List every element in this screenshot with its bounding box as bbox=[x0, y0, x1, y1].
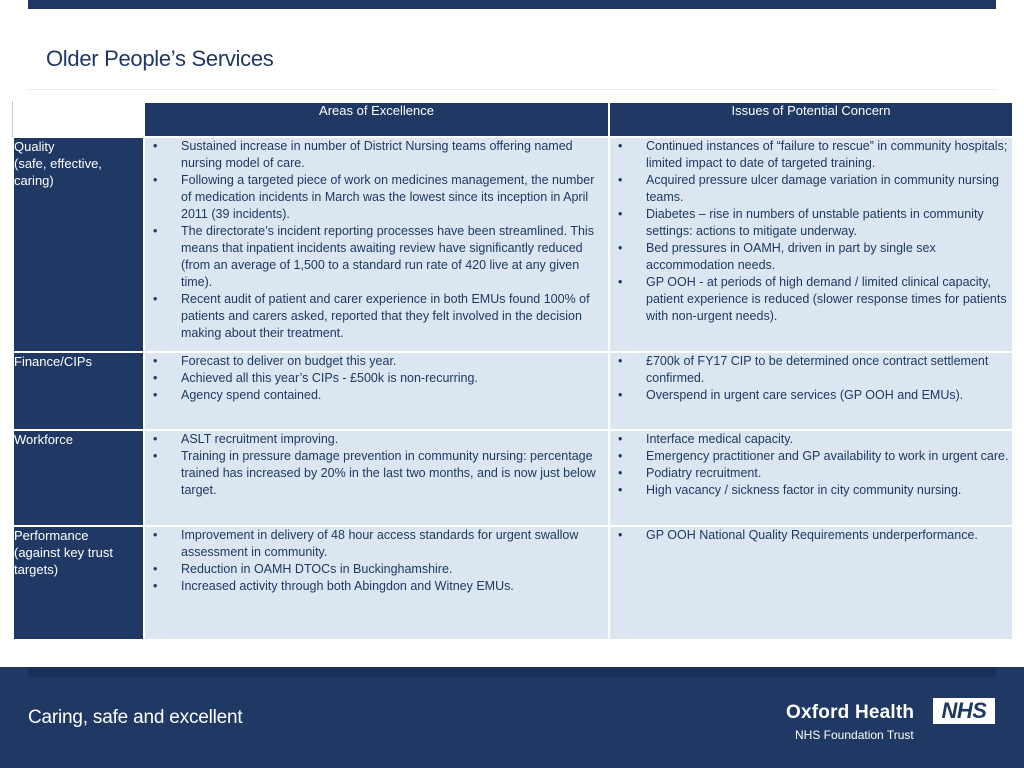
concern-cell bbox=[609, 352, 1013, 430]
bullet-item: • Diabetes – rise in numbers of unstable patients in community settings: actions to mitigate underway. bbox=[610, 206, 1012, 240]
bullet-item: • GP OOH National Quality Requirements underperformance. bbox=[610, 527, 1012, 544]
bullet-item: • GP OOH - at periods of high demand / limited clinical capacity, patient experience is reduced (slower response times for patients with non-urgent needs). bbox=[610, 274, 1012, 325]
row-label-line: Workforce bbox=[14, 432, 73, 447]
row-label-line: Finance/CIPs bbox=[14, 354, 93, 369]
row-label-line: targets) bbox=[14, 562, 59, 577]
table-row-quality bbox=[13, 137, 1013, 352]
concern-cell bbox=[609, 430, 1013, 526]
header-blank-cell bbox=[13, 102, 144, 137]
bullet-item: • Acquired pressure ulcer damage variation in community nursing teams. bbox=[610, 172, 1012, 206]
header-areas-of-excellence: Areas of Excellence bbox=[144, 102, 609, 137]
bullet-item: • Sustained increase in number of District Nursing teams offering named nursing model of care. bbox=[145, 138, 608, 172]
org-name: Oxford Health bbox=[786, 702, 915, 723]
bullet-item: • Interface medical capacity. bbox=[610, 431, 1012, 448]
row-label-finance bbox=[13, 352, 144, 430]
row-label-line: (against key trust bbox=[14, 545, 113, 560]
excellence-cell bbox=[144, 430, 609, 526]
excellence-cell bbox=[144, 526, 609, 640]
row-label-workforce bbox=[13, 430, 144, 526]
bullet-item: • Podiatry recruitment. bbox=[610, 465, 1012, 482]
services-table bbox=[12, 101, 1014, 641]
bullet-item: • Overspend in urgent care services (GP OOH and EMUs). bbox=[610, 387, 1012, 404]
bullet-item: • Bed pressures in OAMH, driven in part by single sex accommodation needs. bbox=[610, 240, 1012, 274]
bullet-item: • ASLT recruitment improving. bbox=[145, 431, 608, 448]
bullet-item: • £700k of FY17 CIP to be determined once contract settlement confirmed. bbox=[610, 353, 1012, 387]
table-row-workforce bbox=[13, 430, 1013, 526]
title-divider bbox=[28, 89, 996, 90]
bullet-item: • Training in pressure damage prevention in community nursing: percentage trained has increased by 20% in the last two months, and is now just below target. bbox=[145, 448, 608, 499]
table-row-performance bbox=[13, 526, 1013, 640]
row-label-quality bbox=[13, 137, 144, 352]
bullet-item: • High vacancy / sickness factor in city community nursing. bbox=[610, 482, 1012, 499]
row-label-line: Quality bbox=[14, 139, 55, 154]
bullet-item: • Emergency practitioner and GP availability to work in urgent care. bbox=[610, 448, 1012, 465]
excellence-cell bbox=[144, 352, 609, 430]
bullet-item: • Improvement in delivery of 48 hour access standards for urgent swallow assessment in community. bbox=[145, 527, 608, 561]
bullet-item: • Achieved all this year’s CIPs - £500k is non-recurring. bbox=[145, 370, 608, 387]
bullet-item: • Forecast to deliver on budget this year. bbox=[145, 353, 608, 370]
bullet-item: • Increased activity through both Abingdon and Witney EMUs. bbox=[145, 578, 608, 595]
org-subtitle: NHS Foundation Trust bbox=[795, 728, 914, 742]
header-issues-of-concern: Issues of Potential Concern bbox=[609, 102, 1013, 137]
footer-strip bbox=[28, 667, 996, 677]
row-label-line: caring) bbox=[14, 173, 54, 188]
bullet-item: • Continued instances of “failure to rescue” in community hospitals; limited impact to date of targeted training. bbox=[610, 138, 1012, 172]
footer-tagline: Caring, safe and excellent bbox=[28, 707, 243, 728]
excellence-cell bbox=[144, 137, 609, 352]
row-label-line: (safe, effective, bbox=[14, 156, 102, 171]
bullet-item: • Agency spend contained. bbox=[145, 387, 608, 404]
row-label-line: Performance bbox=[14, 528, 89, 543]
concern-cell bbox=[609, 137, 1013, 352]
bullet-item: • The directorate’s incident reporting processes have been streamlined. This means that inpatient incidents awaiting review have significantly reduced (from an average of 1,500 to a standard run rate of 420 live at any given time). bbox=[145, 223, 608, 291]
bullet-item: • Reduction in OAMH DTOCs in Buckinghamshire. bbox=[145, 561, 608, 578]
top-bar bbox=[28, 0, 996, 9]
table-row-finance bbox=[13, 352, 1013, 430]
nhs-logo: NHS bbox=[933, 698, 995, 724]
page-title: Older People’s Services bbox=[46, 46, 274, 71]
bullet-item: • Recent audit of patient and carer experience in both EMUs found 100% of patients and carers asked, reported that they felt involved in the decision making about their treatment. bbox=[145, 291, 608, 342]
table-edge-marker bbox=[12, 101, 13, 137]
bullet-item: • Following a targeted piece of work on medicines management, the number of medication incidents in March was the lowest since its inception in April 2011 (39 incidents). bbox=[145, 172, 608, 223]
concern-cell bbox=[609, 526, 1013, 640]
row-label-performance bbox=[13, 526, 144, 640]
